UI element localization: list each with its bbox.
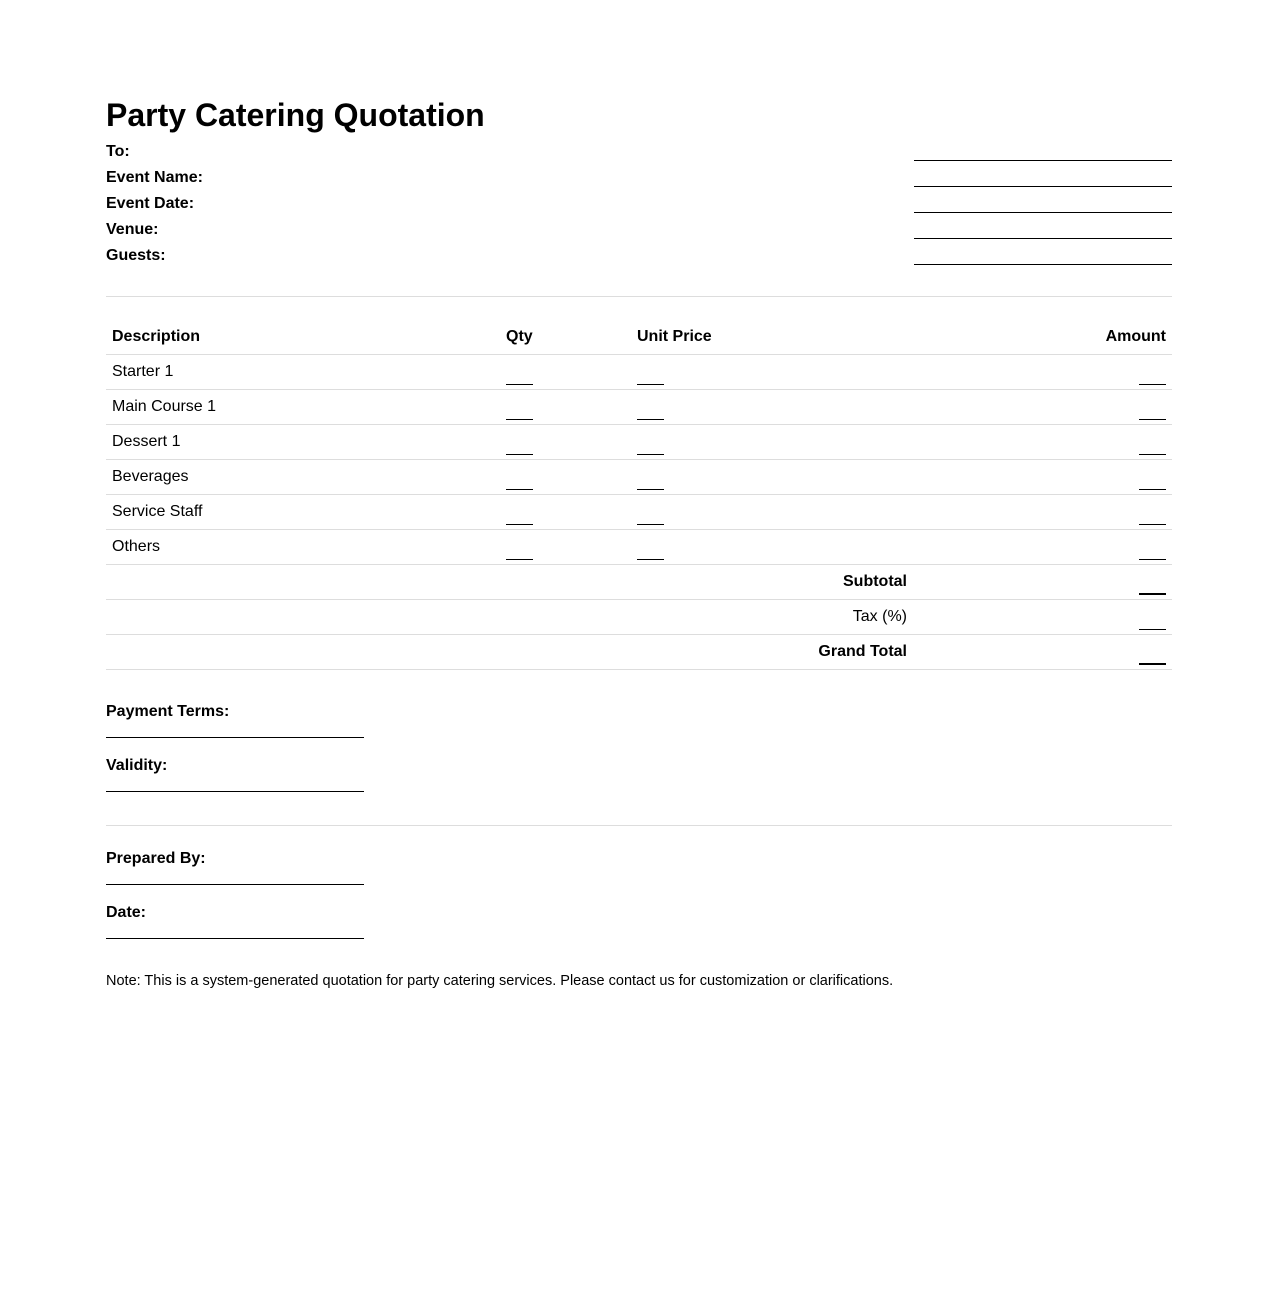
divider bbox=[106, 296, 1172, 297]
to-input-line[interactable] bbox=[914, 142, 1172, 161]
blank-line bbox=[506, 489, 533, 490]
field-label: To: bbox=[106, 143, 130, 160]
field-event-name bbox=[106, 168, 1172, 194]
field-venue bbox=[106, 220, 1172, 246]
row-unit-price[interactable] bbox=[631, 530, 913, 565]
row-description: Main Course 1 bbox=[106, 390, 500, 425]
table-row bbox=[106, 460, 1172, 495]
row-description: Beverages bbox=[106, 460, 500, 495]
field-label: Event Date: bbox=[106, 195, 195, 212]
subtotal-amount[interactable] bbox=[913, 565, 1172, 600]
subtotal-row bbox=[106, 565, 1172, 600]
blank-line bbox=[637, 454, 664, 455]
header-amount: Amount bbox=[913, 320, 1172, 355]
row-qty[interactable] bbox=[500, 530, 631, 565]
tax-amount[interactable] bbox=[913, 600, 1172, 635]
row-amount[interactable] bbox=[913, 460, 1172, 495]
event-name-input-line[interactable] bbox=[914, 168, 1172, 187]
row-description: Dessert 1 bbox=[106, 425, 500, 460]
subtotal-label: Subtotal bbox=[106, 565, 913, 600]
guests-input-line[interactable] bbox=[914, 246, 1172, 265]
table-row bbox=[106, 390, 1172, 425]
row-amount[interactable] bbox=[913, 390, 1172, 425]
event-date-input-line[interactable] bbox=[914, 194, 1172, 213]
row-amount[interactable] bbox=[913, 355, 1172, 390]
blank-line bbox=[1139, 419, 1166, 420]
field-label: Guests: bbox=[106, 247, 166, 264]
validity-input-line[interactable] bbox=[106, 791, 364, 792]
row-unit-price[interactable] bbox=[631, 425, 913, 460]
row-amount[interactable] bbox=[913, 425, 1172, 460]
footer-note: Note: This is a system-generated quotation for party catering services. Please contact us for customization or clarifications. bbox=[106, 973, 894, 989]
table-header-row bbox=[106, 320, 1172, 355]
row-unit-price[interactable] bbox=[631, 390, 913, 425]
blank-line bbox=[1139, 629, 1166, 630]
venue-input-line[interactable] bbox=[914, 220, 1172, 239]
table-row bbox=[106, 530, 1172, 565]
prepared-by-input-line[interactable] bbox=[106, 884, 364, 885]
blank-line bbox=[506, 384, 533, 385]
blank-line bbox=[1139, 593, 1166, 595]
row-description: Others bbox=[106, 530, 500, 565]
row-qty[interactable] bbox=[500, 460, 631, 495]
validity-label: Validity: bbox=[106, 757, 168, 774]
header-qty: Qty bbox=[500, 320, 631, 355]
blank-line bbox=[1139, 384, 1166, 385]
tax-row bbox=[106, 600, 1172, 635]
row-description: Starter 1 bbox=[106, 355, 500, 390]
blank-line bbox=[1139, 454, 1166, 455]
grand-total-label: Grand Total bbox=[106, 635, 913, 670]
grand-total-amount[interactable] bbox=[913, 635, 1172, 670]
row-qty[interactable] bbox=[500, 425, 631, 460]
field-event-date bbox=[106, 194, 1172, 220]
payment-terms-label: Payment Terms: bbox=[106, 703, 230, 720]
table-row bbox=[106, 425, 1172, 460]
payment-terms-input-line[interactable] bbox=[106, 737, 364, 738]
blank-line bbox=[637, 384, 664, 385]
blank-line bbox=[506, 454, 533, 455]
date-label: Date: bbox=[106, 904, 147, 921]
blank-line bbox=[1139, 524, 1166, 525]
quotation-table bbox=[106, 320, 1172, 670]
field-label: Event Name: bbox=[106, 169, 203, 186]
blank-line bbox=[1139, 489, 1166, 490]
prepared-by-label: Prepared By: bbox=[106, 850, 206, 867]
row-unit-price[interactable] bbox=[631, 495, 913, 530]
date-input-line[interactable] bbox=[106, 938, 364, 939]
blank-line bbox=[637, 419, 664, 420]
row-qty[interactable] bbox=[500, 390, 631, 425]
row-amount[interactable] bbox=[913, 530, 1172, 565]
divider bbox=[106, 825, 1172, 826]
row-description: Service Staff bbox=[106, 495, 500, 530]
row-amount[interactable] bbox=[913, 495, 1172, 530]
blank-line bbox=[1139, 559, 1166, 560]
header-unit-price: Unit Price bbox=[631, 320, 913, 355]
blank-line bbox=[1139, 663, 1166, 665]
row-unit-price[interactable] bbox=[631, 355, 913, 390]
grand-total-row bbox=[106, 635, 1172, 670]
header-description: Description bbox=[106, 320, 500, 355]
blank-line bbox=[506, 559, 533, 560]
field-guests bbox=[106, 246, 1172, 272]
blank-line bbox=[637, 524, 664, 525]
row-qty[interactable] bbox=[500, 495, 631, 530]
table-row bbox=[106, 355, 1172, 390]
page-title: Party Catering Quotation bbox=[106, 97, 485, 133]
row-unit-price[interactable] bbox=[631, 460, 913, 495]
blank-line bbox=[637, 559, 664, 560]
row-qty[interactable] bbox=[500, 355, 631, 390]
blank-line bbox=[637, 489, 664, 490]
field-to bbox=[106, 142, 1172, 168]
blank-line bbox=[506, 524, 533, 525]
field-label: Venue: bbox=[106, 221, 159, 238]
tax-label: Tax (%) bbox=[106, 600, 913, 635]
blank-line bbox=[506, 419, 533, 420]
table-row bbox=[106, 495, 1172, 530]
